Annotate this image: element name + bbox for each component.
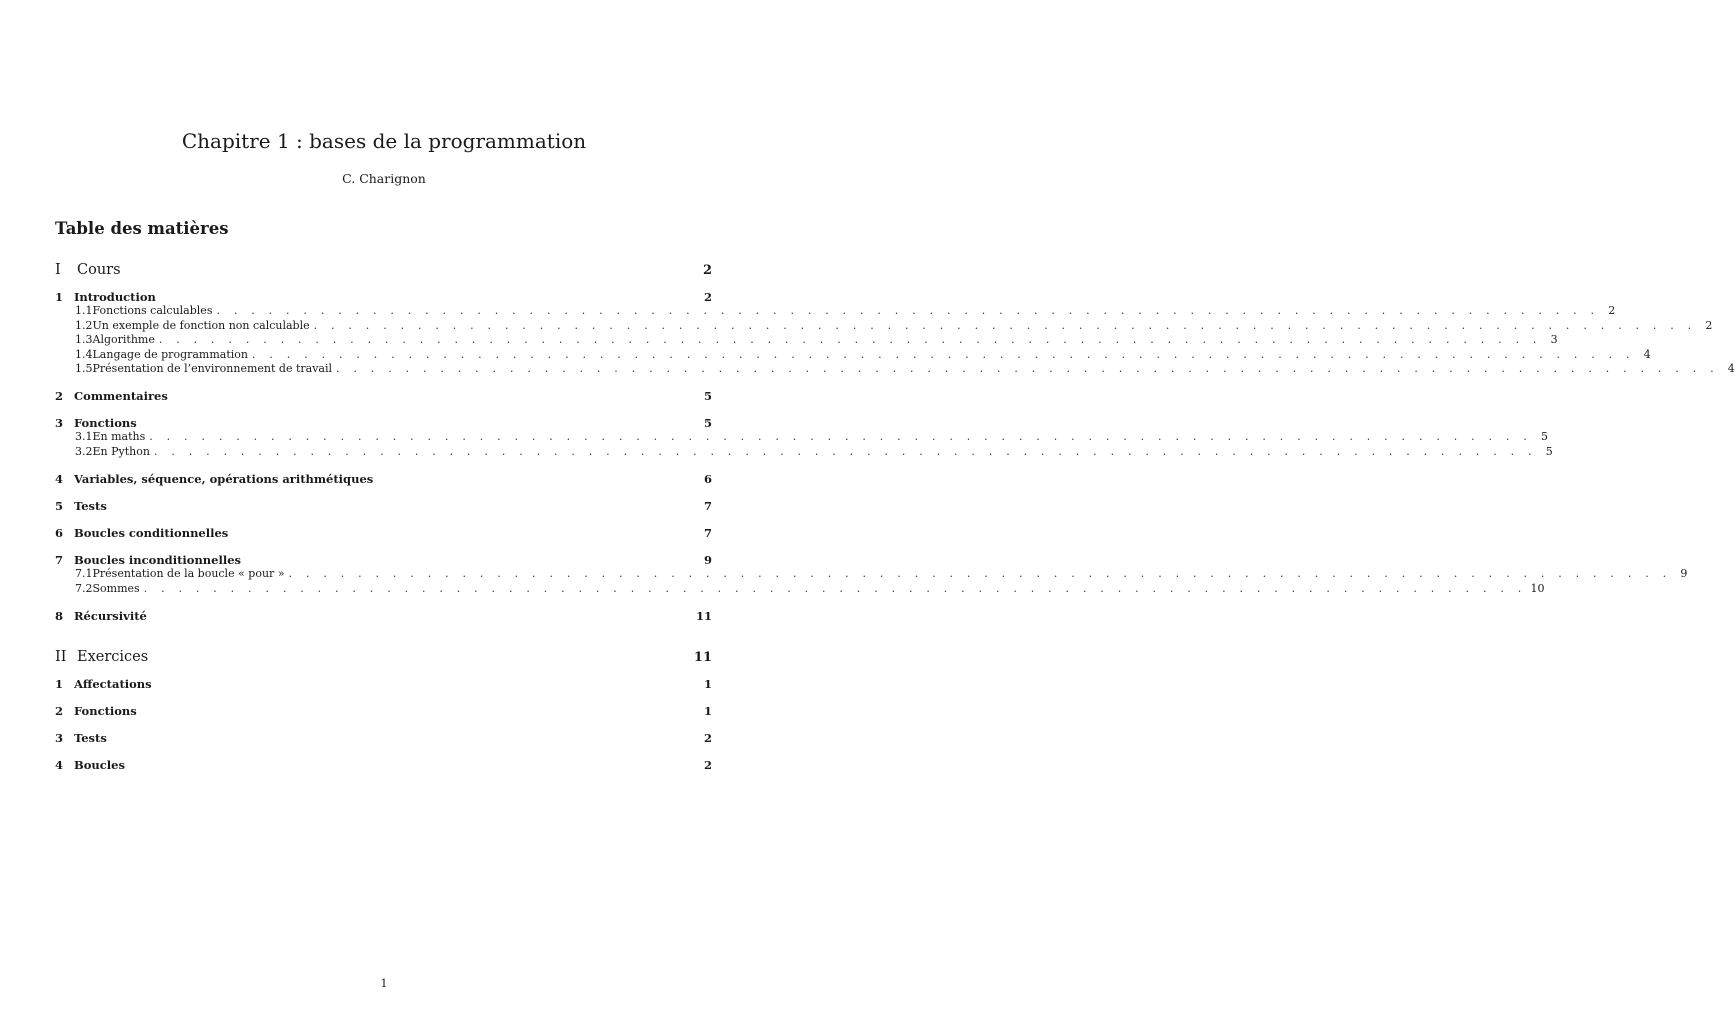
section-number: 3 bbox=[55, 731, 64, 745]
dot-leader: . . . . . . . . . . . . . . . . . . . . . . . . . . . . . . . . . . . . . . . . . . . . . . . . . . . . . . . . . . . . . . . . . . . . . . . . . . . . . . . . bbox=[153, 445, 1537, 458]
subsection-title: Fonctions calculables bbox=[92, 304, 213, 317]
dot-leader: . . . . . . . . . . . . . . . . . . . . . . . . . . . . . . . . . . . . . . . . . . . . . . . . . . . . . . . . . . . . . . . . . . . . . . . . . . . . . . . . bbox=[158, 333, 1542, 347]
subsection-page-number: 2 bbox=[1608, 304, 1616, 317]
table-of-contents bbox=[55, 0, 1735, 1024]
subsection-number: 1.4 bbox=[75, 347, 93, 361]
toc-section[interactable] bbox=[55, 416, 712, 430]
section-page-number: 7 bbox=[703, 526, 712, 540]
section-title: Tests bbox=[74, 499, 107, 513]
toc-subsection[interactable] bbox=[55, 318, 1713, 332]
section-page-number: 2 bbox=[703, 731, 712, 745]
subsection-number: 1.2 bbox=[75, 318, 93, 332]
subsection-number: 3.1 bbox=[75, 430, 93, 444]
subsection-page-number: 4 bbox=[1643, 347, 1651, 361]
section-page-number: 2 bbox=[703, 290, 712, 304]
section-number: 2 bbox=[55, 389, 64, 404]
document-author: C. Charignon bbox=[342, 171, 426, 186]
section-page-number: 5 bbox=[703, 416, 712, 431]
section-number: 2 bbox=[55, 704, 64, 718]
subsection-title: Présentation de la boucle « pour » bbox=[92, 567, 285, 580]
part-page-number: 2 bbox=[702, 263, 712, 278]
section-page-number: 1 bbox=[703, 677, 712, 691]
toc-subsection[interactable] bbox=[55, 347, 1651, 361]
section-number: 6 bbox=[55, 526, 64, 540]
toc-section[interactable] bbox=[55, 499, 712, 513]
section-page-number: 5 bbox=[703, 389, 712, 404]
subsection-number: 1.5 bbox=[75, 362, 93, 376]
section-title: Fonctions bbox=[74, 704, 137, 718]
toc-section[interactable] bbox=[55, 758, 712, 772]
section-number: 4 bbox=[55, 472, 64, 486]
subsection-page-number: 3 bbox=[1550, 333, 1558, 347]
section-page-number: 1 bbox=[703, 704, 712, 718]
part-number: I bbox=[55, 262, 61, 278]
dot-leader: . . . . . . . . . . . . . . . . . . . . . . . . . . . . . . . . . . . . . . . . . . . . . . . . . . . . . . . . . . . . . . . . . . . . . . . . . . . . . . . . bbox=[216, 304, 1600, 317]
part-title: Exercices bbox=[77, 649, 149, 665]
dot-leader: . . . . . . . . . . . . . . . . . . . . . . . . . . . . . . . . . . . . . . . . . . . . . . . . . . . . . . . . . . . . . . . . . . . . . . . . . . . . . . . . bbox=[336, 362, 1719, 376]
toc-section[interactable] bbox=[55, 609, 712, 623]
subsection-title: En Python bbox=[92, 445, 150, 458]
section-number: 1 bbox=[55, 677, 64, 691]
toc-subsection[interactable] bbox=[55, 362, 1735, 376]
toc-section[interactable] bbox=[55, 553, 712, 567]
section-title: Récursivité bbox=[74, 608, 147, 623]
section-title: Fonctions bbox=[74, 416, 137, 431]
section-title: Boucles inconditionnelles bbox=[74, 553, 242, 567]
toc-subsection[interactable] bbox=[55, 445, 1553, 458]
section-page-number: 11 bbox=[695, 608, 712, 623]
dot-leader: . . . . . . . . . . . . . . . . . . . . . . . . . . . . . . . . . . . . . . . . . . . . . . . . . . . . . . . . . . . . . . . . . . . . . . . . . . . . . . . . bbox=[149, 430, 1533, 444]
subsection-page-number: 2 bbox=[1705, 318, 1713, 332]
subsection-page-number: 5 bbox=[1541, 430, 1549, 444]
part-title: Cours bbox=[77, 262, 121, 278]
subsection-title: Sommes bbox=[92, 581, 140, 595]
part-number: II bbox=[55, 649, 67, 665]
section-number: 3 bbox=[55, 416, 64, 431]
subsection-title: Un exemple de fonction non calculable bbox=[92, 318, 310, 332]
section-title: Commentaires bbox=[74, 389, 168, 404]
toc-heading: Table des matières bbox=[55, 219, 229, 238]
section-title: Introduction bbox=[74, 290, 156, 304]
section-title: Boucles bbox=[74, 758, 125, 772]
section-number: 8 bbox=[55, 608, 64, 623]
page-number: 1 bbox=[380, 977, 388, 990]
subsection-number: 7.2 bbox=[75, 581, 93, 595]
section-page-number: 6 bbox=[703, 472, 712, 486]
dot-leader: . . . . . . . . . . . . . . . . . . . . . . . . . . . . . . . . . . . . . . . . . . . . . . . . . . . . . . . . . . . . . . . . . . . . . . . . . . . . . . . . bbox=[143, 581, 1527, 595]
subsection-number: 7.1 bbox=[75, 567, 93, 580]
section-number: 4 bbox=[55, 758, 64, 772]
toc-section[interactable] bbox=[55, 472, 712, 486]
section-page-number: 7 bbox=[703, 499, 712, 513]
subsection-title: Présentation de l’environnement de travail bbox=[92, 362, 333, 376]
toc-subsection[interactable] bbox=[55, 581, 1545, 595]
toc-subsection[interactable] bbox=[55, 430, 1549, 444]
section-title: Variables, séquence, opérations arithmétiques bbox=[74, 472, 374, 486]
toc-subsection[interactable] bbox=[55, 567, 1688, 580]
section-number: 7 bbox=[55, 553, 64, 567]
toc-part-1[interactable] bbox=[55, 262, 712, 278]
dot-leader: . . . . . . . . . . . . . . . . . . . . . . . . . . . . . . . . . . . . . . . . . . . . . . . . . . . . . . . . . . . . . . . . . . . . . . . . . . . . . . . . bbox=[313, 318, 1697, 332]
subsection-page-number: 9 bbox=[1680, 567, 1688, 580]
subsection-title: Algorithme bbox=[92, 333, 155, 347]
section-title: Affectations bbox=[74, 677, 152, 691]
toc-section[interactable] bbox=[55, 526, 712, 540]
section-title: Tests bbox=[74, 731, 107, 745]
subsection-page-number: 4 bbox=[1727, 362, 1735, 376]
subsection-title: Langage de programmation bbox=[92, 347, 248, 361]
toc-section[interactable] bbox=[55, 677, 712, 691]
section-page-number: 9 bbox=[703, 553, 712, 567]
subsection-title: En maths bbox=[92, 430, 146, 444]
toc-part-2[interactable] bbox=[55, 649, 712, 665]
subsection-number: 1.1 bbox=[75, 304, 93, 317]
subsection-number: 3.2 bbox=[75, 445, 93, 458]
toc-section[interactable] bbox=[55, 389, 712, 403]
part-page-number: 11 bbox=[693, 650, 712, 665]
toc-section[interactable] bbox=[55, 290, 712, 304]
subsection-number: 1.3 bbox=[75, 333, 93, 347]
document-title: Chapitre 1 : bases de la programmation bbox=[181, 129, 587, 153]
toc-subsection[interactable] bbox=[55, 333, 1558, 347]
section-title: Boucles conditionnelles bbox=[74, 526, 229, 540]
section-page-number: 2 bbox=[703, 758, 712, 772]
section-number: 1 bbox=[55, 290, 64, 304]
dot-leader: . . . . . . . . . . . . . . . . . . . . . . . . . . . . . . . . . . . . . . . . . . . . . . . . . . . . . . . . . . . . . . . . . . . . . . . . . . . . . . . . bbox=[288, 567, 1672, 580]
toc-section[interactable] bbox=[55, 704, 712, 718]
subsection-page-number: 5 bbox=[1545, 445, 1553, 458]
toc-subsection[interactable] bbox=[55, 304, 1616, 317]
toc-section[interactable] bbox=[55, 731, 712, 745]
subsection-page-number: 10 bbox=[1530, 581, 1545, 595]
dot-leader: . . . . . . . . . . . . . . . . . . . . . . . . . . . . . . . . . . . . . . . . . . . . . . . . . . . . . . . . . . . . . . . . . . . . . . . . . . . . . . . . bbox=[252, 347, 1635, 361]
section-number: 5 bbox=[55, 499, 64, 513]
